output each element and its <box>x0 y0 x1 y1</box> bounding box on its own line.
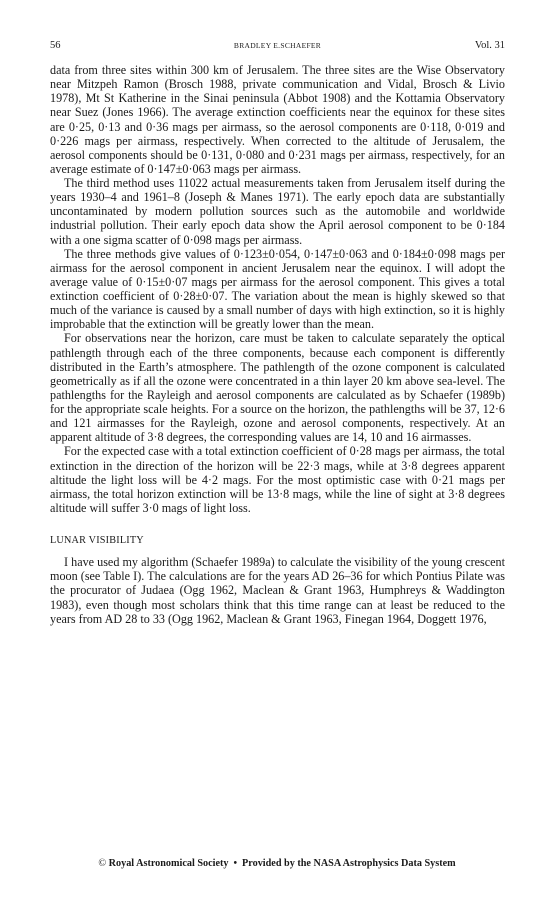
section-heading: LUNAR VISIBILITY <box>50 535 144 546</box>
page-number: 56 <box>50 40 61 51</box>
paragraph-continuation: data from three sites within 300 km of Jerusalem. The three sites are the Wise Observatory near Mitzpeh Ramon (Brosch 1988, private communication and Vidal, Brosch & Livio 1978), Mt St Katherine in the Sinai peninsula (Abbot 1908) and the Kottamia Observatory near Suez (Jones 1966). The average extinction coefficients near the equinox for these sites are 0·25, 0·13 and 0·36 mags per airmass, so the aerosol components are 0·118, 0·019 and 0·226 mags per airmass, respectively. When corrected to the altitude of Jerusalem, the aerosol components should be 0·131, 0·080 and 0·231 mags per airmass, respectively, for an average estimate of 0·147±0·063 mags per airmass. <box>50 63 505 176</box>
society-name: Royal Astronomical Society <box>108 858 229 869</box>
provider-credit: Provided by the NASA Astrophysics Data System <box>242 858 456 869</box>
paragraph-third-method: The third method uses 11022 actual measurements taken from Jerusalem itself during the years 1930–4 and 1961–8 (Joseph & Manes 1971). The early epoch data are substantially uncontaminated by modern pollution sources such as the automobile and worldwide industrial pollution. Their early epoch data show the April aerosol component to be 0·184 with a one sigma scatter of 0·098 mags per airmass. <box>50 176 505 247</box>
paragraph-expected-case: For the expected case with a total extinction coefficient of 0·28 mags per airmass, the total extinction in the direction of the horizon will be 22·3 mags, while at 3·8 degrees apparent altitude the light loss will be 4·2 mags. For the most optimistic case with 0·21 mags per airmass, the total horizon extinction will be 13·8 mags, while the line of sight at 3·8 degrees altitude will suffer 3·0 mags of light loss. <box>50 444 505 515</box>
running-author: BRADLEY E.SCHAEFER <box>233 41 322 50</box>
paragraph-horizon: For observations near the horizon, care must be taken to calculate separately the optical pathlength through each of the three components, because each component is differently distributed in the Earth’s atmosphere. The pathlength of the ozone component is calculated geometrically as if all the ozone were concentrated in a thin layer 20 km above sea-level. The pathlengths for the Rayleigh and aerosol components are calculated as by Schaefer (1989b) for the appropriate scale heights. For a source on the horizon, the pathlengths will be 37, 12·6 and 121 airmasses for the Rayleigh, ozone and aerosol components, respectively. At an apparent altitude of 3·8 degrees, the corresponding values are 14, 10 and 16 airmasses. <box>50 331 505 445</box>
article-body <box>50 63 505 626</box>
bullet-separator: • <box>233 858 238 869</box>
copyright-icon: © <box>98 858 107 869</box>
paragraph-lunar-visibility: I have used my algorithm (Schaefer 1989a) to calculate the visibility of the young crescent moon (see Table I). The calculations are for the years AD 26–36 for which Pontius Pilate was the procurator of Judaea (Ogg 1962, Maclean & Grant 1963, Humphreys & Waddington 1983), even though most scholars think that this time range can at least be reduced to the years from AD 28 to 33 (Ogg 1962, Maclean & Grant 1963, Finegan 1964, Doggett 1976, <box>50 555 505 626</box>
paragraph-three-methods: The three methods give values of 0·123±0·054, 0·147±0·063 and 0·184±0·098 mags per airmass for the aerosol component in ancient Jerusalem near the equinox. I will adopt the average value of 0·15±0·07 mags per airmass for the aerosol component. This gives a total extinction coefficient of 0·28±0·07. The variation about the mean is highly skewed so that much of the variance is caused by a small number of days with high extinction, so it is highly improbable that the extinction will be greatly lower than the mean. <box>50 246 505 332</box>
volume-label: Vol. 31 <box>474 40 505 51</box>
running-header <box>50 40 505 56</box>
footer-credit <box>0 858 554 869</box>
